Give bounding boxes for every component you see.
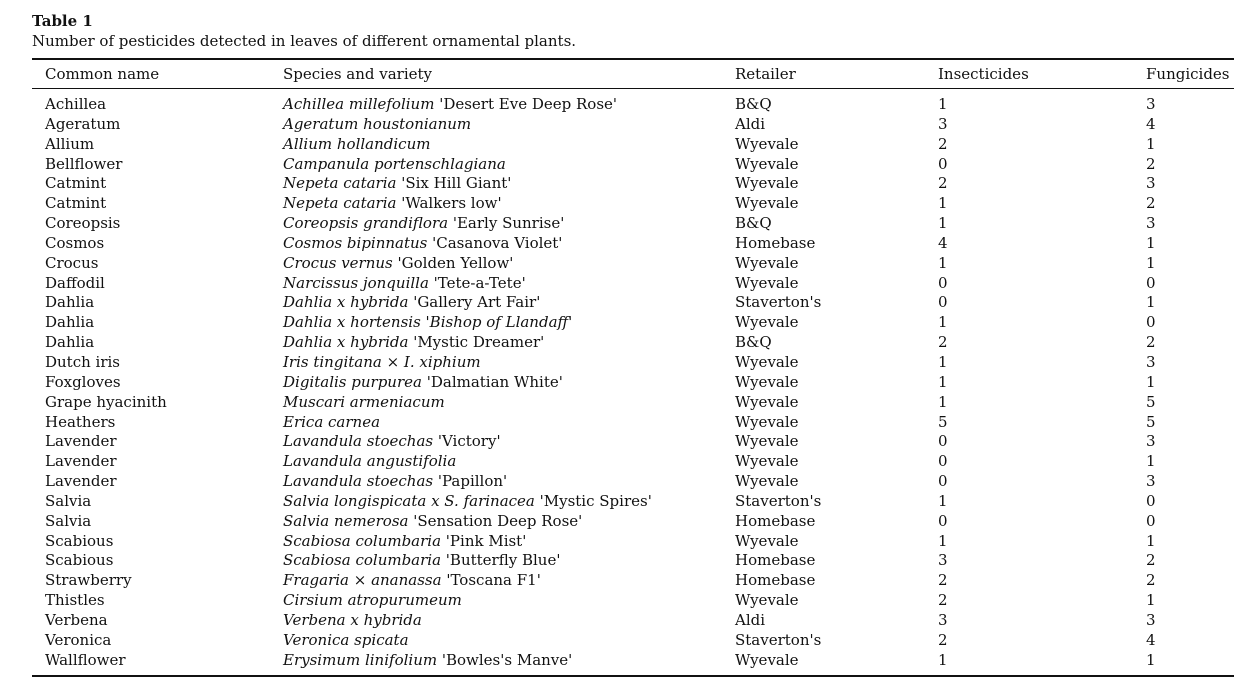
cell-fungicides: 3: [1146, 472, 1156, 491]
cell-retailer: Wyevale: [735, 372, 799, 391]
species-name: Salvia longispicata x S. farinacea: [283, 491, 535, 510]
cell-retailer: Wyevale: [735, 174, 799, 193]
cell-species-variety: [283, 393, 445, 412]
cell-insecticides: 3: [938, 551, 948, 570]
table-row: [0, 651, 1256, 671]
cell-species-variety: [283, 532, 526, 551]
table-row: [0, 532, 1256, 552]
cell-retailer: B&Q: [735, 333, 772, 352]
cell-common-name: Strawberry: [45, 571, 132, 590]
cell-retailer: Wyevale: [735, 591, 799, 610]
cell-insecticides: 1: [938, 372, 948, 391]
table-row: [0, 611, 1256, 631]
cell-retailer: Homebase: [735, 551, 816, 570]
cell-insecticides: 0: [938, 511, 948, 530]
variety-name: 'Mystic Dreamer': [408, 333, 545, 352]
cell-species-variety: [283, 492, 652, 511]
cell-common-name: Ageratum: [45, 114, 121, 133]
cell-retailer: Wyevale: [735, 194, 799, 213]
table-row: [0, 571, 1256, 591]
cell-retailer: Wyevale: [735, 253, 799, 272]
cell-insecticides: 0: [938, 452, 948, 471]
species-name: Dahlia x hortensis 'Bishop of Llandaff': [283, 313, 573, 332]
cell-retailer: Homebase: [735, 571, 816, 590]
table-row: [0, 551, 1256, 571]
species-name: Scabiosa columbaria: [283, 531, 442, 550]
cell-common-name: Crocus: [45, 253, 99, 272]
species-name: Allium hollandicum: [283, 134, 431, 153]
cell-fungicides: 1: [1146, 591, 1156, 610]
cell-insecticides: 1: [938, 392, 948, 411]
cell-insecticides: 1: [938, 194, 948, 213]
cell-retailer: Wyevale: [735, 313, 799, 332]
table-row: [0, 452, 1256, 472]
cell-fungicides: 2: [1146, 571, 1156, 590]
species-name: Campanula portenschlagiana: [283, 154, 506, 173]
table-row: [0, 95, 1256, 115]
species-name: Lavandula stoechas: [283, 432, 434, 451]
cell-insecticides: 0: [938, 432, 948, 451]
cell-common-name: Lavender: [45, 432, 117, 451]
cell-common-name: Salvia: [45, 511, 92, 530]
cell-retailer: Wyevale: [735, 273, 799, 292]
cell-insecticides: 0: [938, 472, 948, 491]
variety-name: 'Dalmatian White': [421, 372, 563, 391]
cell-fungicides: 3: [1146, 95, 1156, 113]
variety-name: 'Papillon': [433, 472, 508, 491]
cell-fungicides: 1: [1146, 253, 1156, 272]
table-row: [0, 194, 1256, 214]
cell-common-name: Bellflower: [45, 154, 123, 173]
cell-fungicides: 2: [1146, 154, 1156, 173]
table-row: [0, 274, 1256, 294]
cell-fungicides: 1: [1146, 650, 1156, 669]
table-caption: Number of pesticides detected in leaves of different ornamental plants.: [32, 32, 577, 50]
cell-species-variety: [283, 135, 430, 154]
table-row: [0, 472, 1256, 492]
variety-name: 'Butterfly Blue': [441, 551, 561, 570]
cell-species-variety: [283, 155, 506, 174]
table-row: [0, 214, 1256, 234]
cell-insecticides: 5: [938, 412, 948, 431]
species-name: Verbena x hybrida: [283, 610, 422, 629]
bottom-rule: [32, 675, 1234, 677]
cell-fungicides: 1: [1146, 452, 1156, 471]
cell-insecticides: 2: [938, 630, 948, 649]
cell-species-variety: [283, 234, 562, 253]
species-name: Veronica spicata: [283, 630, 409, 649]
cell-insecticides: 2: [938, 174, 948, 193]
table-label: Table 1: [32, 12, 93, 30]
species-name: Nepeta cataria: [283, 174, 397, 193]
cell-insecticides: 4: [938, 233, 948, 252]
cell-retailer: Staverton's: [735, 293, 822, 312]
cell-fungicides: 4: [1146, 630, 1156, 649]
cell-common-name: Salvia: [45, 491, 92, 510]
table-row: [0, 155, 1256, 175]
table-row: [0, 432, 1256, 452]
header-fungicides: Fungicides: [1146, 65, 1230, 83]
cell-species-variety: [283, 452, 456, 471]
cell-species-variety: [283, 313, 572, 332]
species-name: Lavandula stoechas: [283, 472, 434, 491]
variety-name: 'Casanova Violet': [427, 233, 563, 252]
cell-fungicides: 3: [1146, 432, 1156, 451]
cell-retailer: Staverton's: [735, 491, 822, 510]
species-name: Coreopsis grandiflora: [283, 214, 449, 233]
cell-fungicides: 1: [1146, 233, 1156, 252]
cell-species-variety: [283, 353, 481, 372]
species-name: Erica carnea: [283, 412, 381, 431]
table-row: [0, 234, 1256, 254]
cell-fungicides: 3: [1146, 214, 1156, 233]
cell-species-variety: [283, 631, 409, 650]
table-row: [0, 591, 1256, 611]
cell-common-name: Catmint: [45, 174, 107, 193]
cell-species-variety: [283, 95, 617, 114]
cell-species-variety: [283, 214, 564, 233]
cell-fungicides: 1: [1146, 134, 1156, 153]
cell-insecticides: 1: [938, 95, 948, 113]
cell-common-name: Dutch iris: [45, 352, 121, 371]
species-name: Scabiosa columbaria: [283, 551, 442, 570]
cell-common-name: Dahlia: [45, 313, 95, 332]
table-row: [0, 174, 1256, 194]
cell-common-name: Veronica: [45, 630, 112, 649]
table-row: [0, 373, 1256, 393]
cell-species-variety: [283, 472, 507, 491]
cell-species-variety: [283, 373, 563, 392]
cell-species-variety: [283, 115, 471, 134]
cell-retailer: Wyevale: [735, 352, 799, 371]
cell-common-name: Scabious: [45, 531, 114, 550]
variety-name: 'Six Hill Giant': [396, 174, 512, 193]
header-retailer: Retailer: [735, 65, 796, 83]
header-insecticides: Insecticides: [938, 65, 1029, 83]
header-common-name: Common name: [45, 65, 160, 83]
table-row: [0, 631, 1256, 651]
cell-retailer: Wyevale: [735, 650, 799, 669]
species-name: Dahlia x hybrida: [283, 293, 409, 312]
cell-insecticides: 3: [938, 610, 948, 629]
variety-name: 'Desert Eve Deep Rose': [434, 95, 618, 113]
cell-insecticides: 2: [938, 571, 948, 590]
cell-species-variety: [283, 611, 422, 630]
cell-common-name: Dahlia: [45, 333, 95, 352]
cell-fungicides: 2: [1146, 333, 1156, 352]
table-row: [0, 492, 1256, 512]
table-row: [0, 135, 1256, 155]
cell-insecticides: 1: [938, 253, 948, 272]
cell-insecticides: 0: [938, 293, 948, 312]
cell-fungicides: 2: [1146, 194, 1156, 213]
species-name: Nepeta cataria: [283, 194, 397, 213]
cell-insecticides: 2: [938, 333, 948, 352]
species-name: Ageratum houstonianum: [283, 114, 472, 133]
cell-common-name: Lavender: [45, 472, 117, 491]
variety-name: 'Tete-a-Tete': [428, 273, 526, 292]
cell-insecticides: 3: [938, 114, 948, 133]
cell-fungicides: 3: [1146, 610, 1156, 629]
cell-insecticides: 1: [938, 214, 948, 233]
cell-common-name: Wallflower: [45, 650, 126, 669]
variety-name: 'Toscana F1': [441, 571, 541, 590]
table-row: [0, 393, 1256, 413]
cell-retailer: B&Q: [735, 214, 772, 233]
cell-fungicides: 0: [1146, 511, 1156, 530]
variety-name: 'Victory': [433, 432, 501, 451]
cell-common-name: Grape hyacinith: [45, 392, 167, 411]
table-row: [0, 333, 1256, 353]
cell-insecticides: 1: [938, 531, 948, 550]
variety-name: 'Golden Yellow': [392, 253, 514, 272]
cell-retailer: Aldi: [735, 114, 766, 133]
cell-species-variety: [283, 413, 380, 432]
cell-fungicides: 3: [1146, 352, 1156, 371]
variety-name: 'Walkers low': [396, 194, 502, 213]
cell-species-variety: [283, 512, 582, 531]
cell-fungicides: 3: [1146, 174, 1156, 193]
cell-fungicides: 5: [1146, 412, 1156, 431]
header-species-variety: Species and variety: [283, 65, 433, 83]
cell-species-variety: [283, 194, 502, 213]
table-row: [0, 254, 1256, 274]
species-name: Erysimum linifolium: [283, 650, 438, 669]
cell-common-name: Dahlia: [45, 293, 95, 312]
species-name: Crocus vernus: [283, 253, 393, 272]
cell-retailer: B&Q: [735, 95, 772, 113]
table-row: [0, 313, 1256, 333]
cell-common-name: Daffodil: [45, 273, 105, 292]
cell-insecticides: 2: [938, 591, 948, 610]
cell-common-name: Lavender: [45, 452, 117, 471]
cell-insecticides: 0: [938, 273, 948, 292]
cell-insecticides: 1: [938, 650, 948, 669]
species-name: Narcissus jonquilla: [283, 273, 429, 292]
species-name: Cosmos bipinnatus: [283, 233, 428, 252]
cell-common-name: Verbena: [45, 610, 108, 629]
table-body: [0, 95, 1256, 670]
cell-fungicides: 0: [1146, 313, 1156, 332]
cell-insecticides: 2: [938, 134, 948, 153]
cell-retailer: Homebase: [735, 233, 816, 252]
cell-common-name: Foxgloves: [45, 372, 121, 391]
cell-species-variety: [283, 571, 541, 590]
cell-fungicides: 0: [1146, 491, 1156, 510]
cell-fungicides: 4: [1146, 114, 1156, 133]
cell-common-name: Allium: [45, 134, 95, 153]
variety-name: 'Bowles's Manve': [437, 650, 573, 669]
cell-common-name: Scabious: [45, 551, 114, 570]
cell-common-name: Achillea: [45, 95, 107, 113]
cell-species-variety: [283, 254, 513, 273]
cell-retailer: Wyevale: [735, 432, 799, 451]
cell-species-variety: [283, 293, 540, 312]
cell-species-variety: [283, 174, 511, 193]
cell-species-variety: [283, 432, 501, 451]
cell-common-name: Thistles: [45, 591, 105, 610]
cell-retailer: Wyevale: [735, 472, 799, 491]
cell-species-variety: [283, 651, 572, 670]
cell-insecticides: 0: [938, 154, 948, 173]
header-rule: [32, 88, 1234, 89]
table-row: [0, 413, 1256, 433]
top-rule: [32, 58, 1234, 60]
cell-fungicides: 5: [1146, 392, 1156, 411]
cell-retailer: Wyevale: [735, 412, 799, 431]
cell-fungicides: 2: [1146, 551, 1156, 570]
cell-fungicides: 1: [1146, 372, 1156, 391]
table-row: [0, 512, 1256, 532]
cell-retailer: Aldi: [735, 610, 766, 629]
species-name: Achillea millefolium: [283, 95, 435, 113]
variety-name: 'Gallery Art Fair': [408, 293, 541, 312]
cell-insecticides: 1: [938, 352, 948, 371]
species-name: Iris tingitana × I. xiphium: [283, 352, 481, 371]
cell-insecticides: 1: [938, 491, 948, 510]
species-name: Cirsium atropurumeum: [283, 591, 462, 610]
cell-common-name: Heathers: [45, 412, 116, 431]
table-row: [0, 353, 1256, 373]
table-row: [0, 293, 1256, 313]
cell-common-name: Cosmos: [45, 233, 105, 252]
cell-retailer: Wyevale: [735, 392, 799, 411]
variety-name: 'Early Sunrise': [448, 214, 565, 233]
cell-retailer: Wyevale: [735, 452, 799, 471]
variety-name: 'Sensation Deep Rose': [408, 511, 583, 530]
cell-fungicides: 1: [1146, 293, 1156, 312]
variety-name: 'Pink Mist': [441, 531, 527, 550]
species-name: Lavandula angustifolia: [283, 452, 457, 471]
species-name: Dahlia x hybrida: [283, 333, 409, 352]
cell-retailer: Homebase: [735, 511, 816, 530]
cell-retailer: Staverton's: [735, 630, 822, 649]
cell-species-variety: [283, 551, 560, 570]
cell-retailer: Wyevale: [735, 531, 799, 550]
table-row: [0, 115, 1256, 135]
species-name: Salvia nemerosa: [283, 511, 409, 530]
cell-retailer: Wyevale: [735, 134, 799, 153]
cell-species-variety: [283, 274, 526, 293]
cell-common-name: Coreopsis: [45, 214, 121, 233]
cell-species-variety: [283, 591, 462, 610]
variety-name: 'Mystic Spires': [534, 491, 652, 510]
species-name: Fragaria × ananassa: [283, 571, 442, 590]
cell-common-name: Catmint: [45, 194, 107, 213]
cell-insecticides: 1: [938, 313, 948, 332]
cell-fungicides: 1: [1146, 531, 1156, 550]
species-name: Muscari armeniacum: [283, 392, 445, 411]
cell-species-variety: [283, 333, 544, 352]
cell-retailer: Wyevale: [735, 154, 799, 173]
cell-fungicides: 0: [1146, 273, 1156, 292]
species-name: Digitalis purpurea: [283, 372, 422, 391]
